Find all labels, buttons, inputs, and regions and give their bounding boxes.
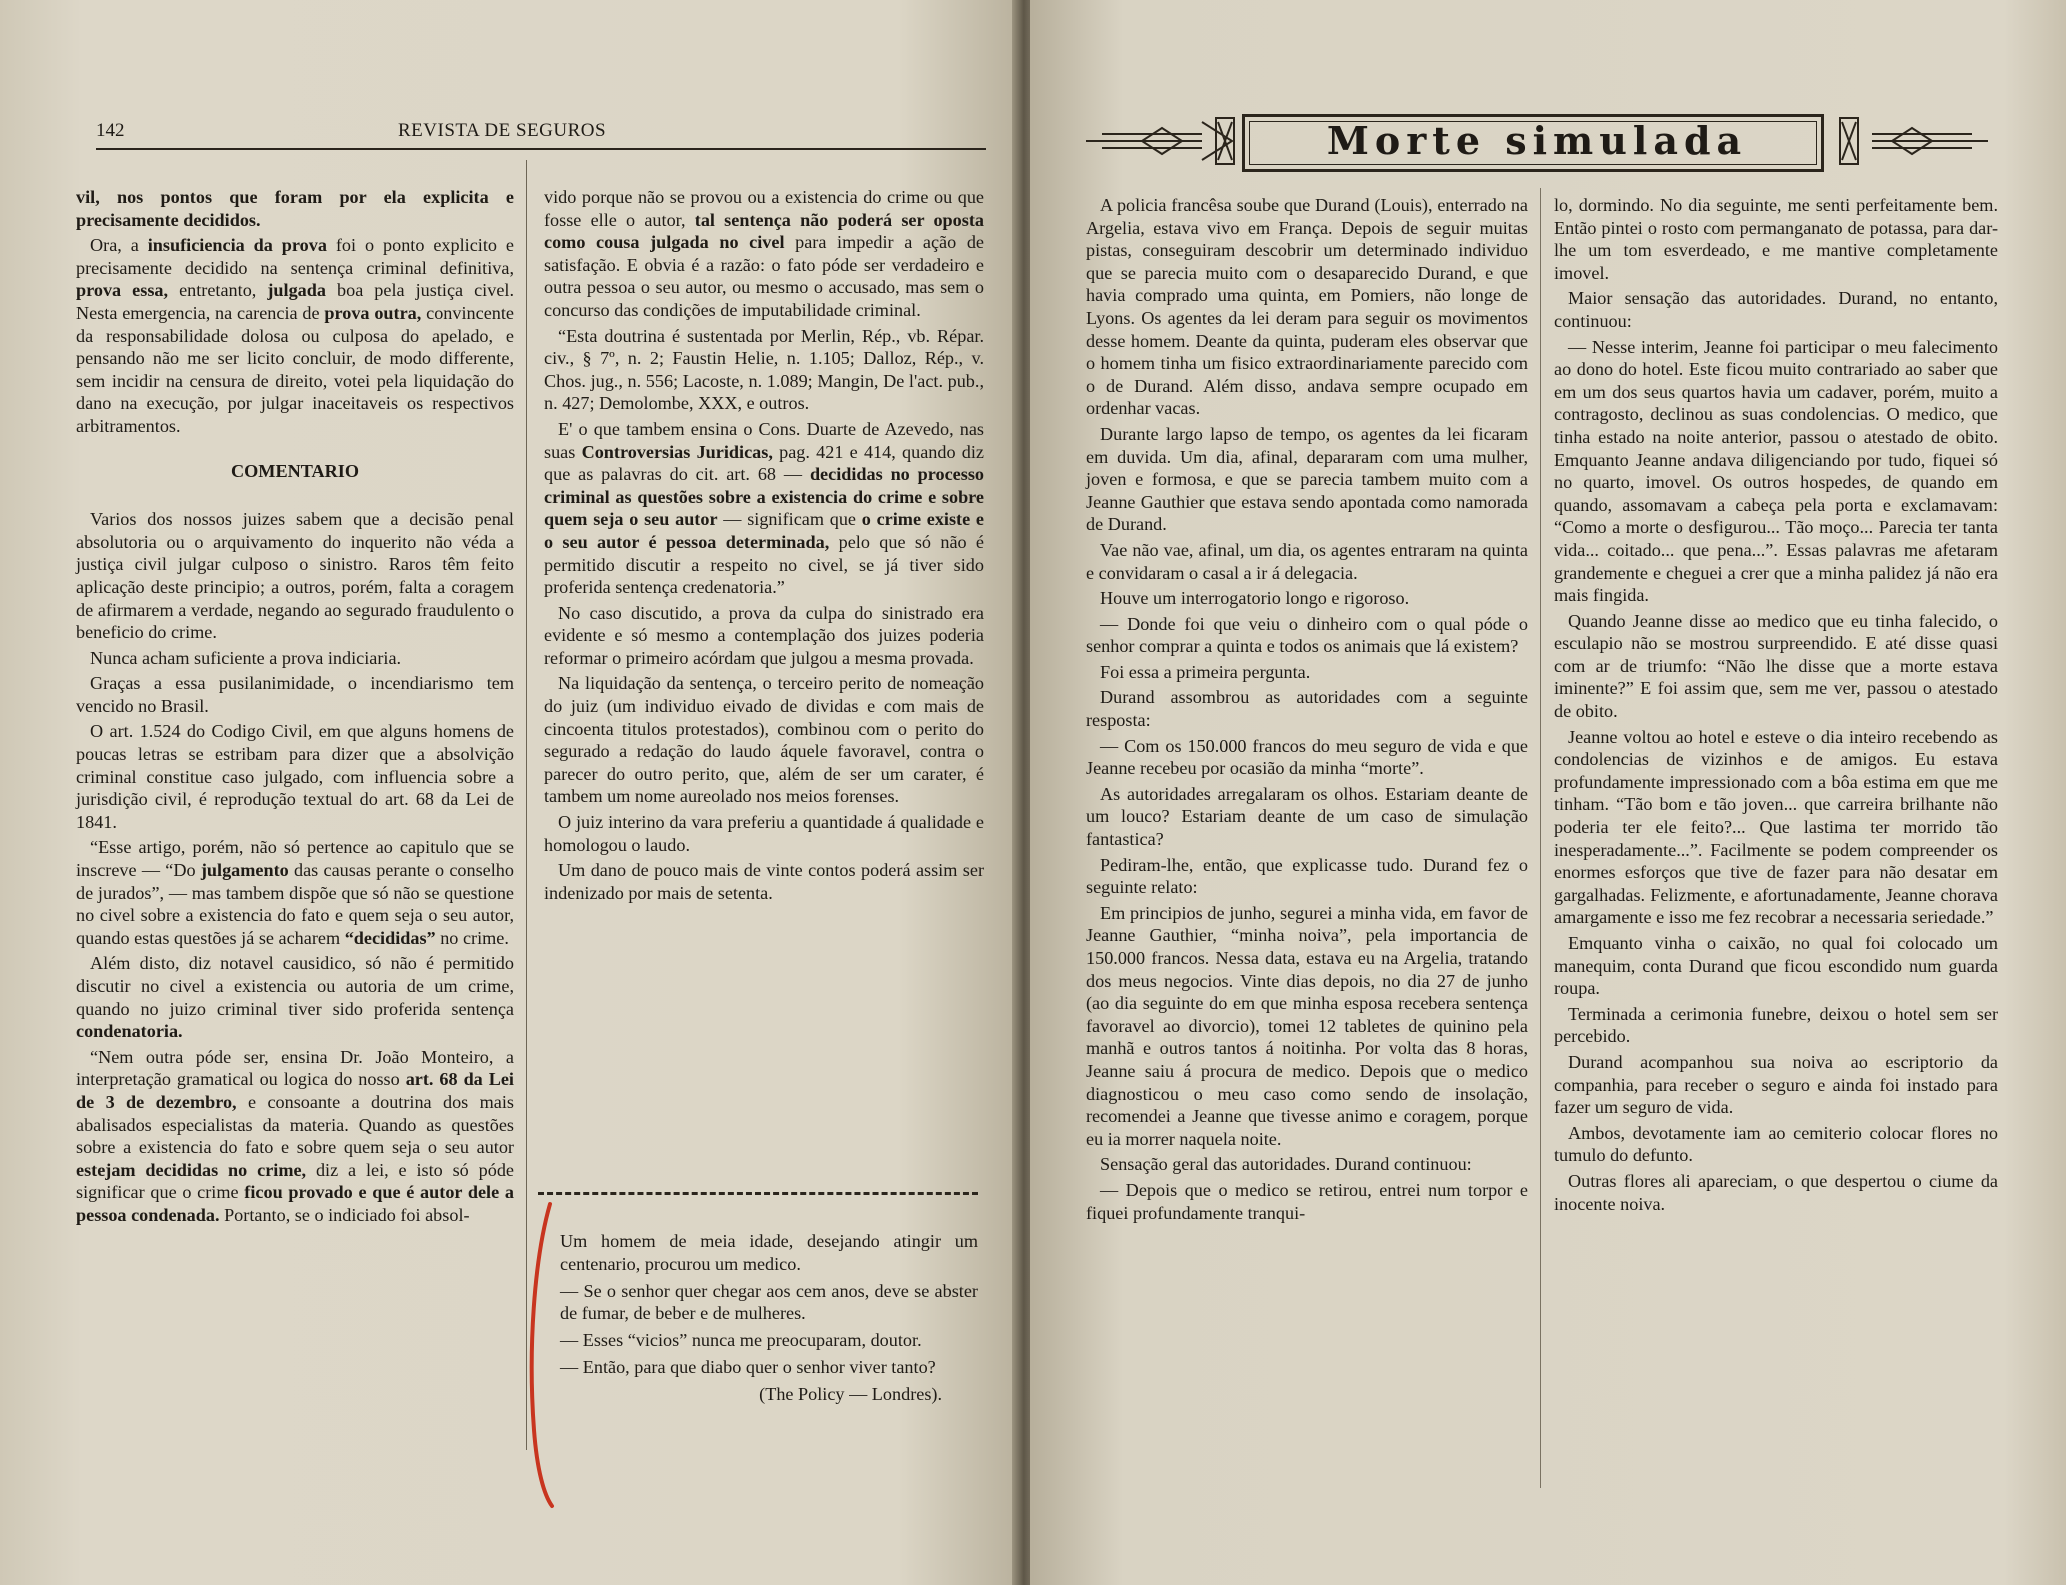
paragraph: — Esses “vicios” nunca me preocuparam, doutor. [560, 1330, 922, 1351]
left-column-1-comment-paragraphs [76, 508, 514, 1226]
right-column-1-paragraphs [1086, 194, 1528, 1224]
left-column-1-paragraphs [76, 186, 514, 438]
paragraph: “Nem outra póde ser, ensina Dr. João Monteiro, a interpretação gramatical ou logica do nosso art. 68 da Lei de 3 de dezembro, e consoante a doutrina dos mais abalisados especialistas da materia. Quando as questões sobre a existencia do fato e sobre quem seja o seu autor estejam decididas no crime, diz a lei, e isto só póde significar que o crime ficou provado e que é autor dele a pessoa condenada. Portanto, se o indiciado foi absol- [76, 1046, 514, 1225]
article-title-banner [1082, 108, 1992, 174]
anecdote-paragraphs [560, 1230, 978, 1379]
paragraph: — Então, para que diabo quer o senhor viver tanto? [560, 1356, 936, 1377]
paragraph: Durante largo lapso de tempo, os agentes da lei ficaram em duvida. Um dia, afinal, depararam com uma mulher, joven e formosa, e que se parecia tambem muito com a Jeanne Gauthier que estava sendo apontada como namorada de Durand. [1086, 423, 1528, 535]
left-column-2-paragraphs [544, 186, 984, 904]
right-column-1 [1086, 194, 1528, 1227]
paragraph: — Nesse interim, Jeanne foi participar o meu falecimento ao dono do hotel. Este ficou muito contrariado ao saber que em um dos seus quartos havia um cadaver, porém, muito a contragosto, declinou as suas condolencias. O medico, que tinha estado na noite anterior, passou o atestado de obito. Emquanto Jeanne andava diligenciando por tudo, fiquei só no quarto, imovel. Os outros hospedes, de quando em quando, assomavam a cabeça pela porta e exclamavam: “Como a morte o desfigurou... Tão moço... Parecia ter tanta vida... coitado... que pena...”. Essas palavras me afetaram grandemente e cheguei a crer que a minha palidez já não era mais fingida. [1554, 336, 1998, 606]
paragraph: Outras flores ali apareciam, o que despertou o ciume da inocente noiva. [1554, 1170, 1998, 1214]
paragraph: Durand acompanhou sua noiva ao escriptorio da companhia, para receber o seguro e ainda foi instado para fazer um seguro de vida. [1554, 1051, 1998, 1118]
paragraph: Houve um interrogatorio longo e rigoroso. [1100, 588, 1410, 609]
paragraph: Pediram-lhe, então, que explicasse tudo. Durand fez o seguinte relato: [1086, 854, 1528, 898]
paragraph: No caso discutido, a prova da culpa do sinistrado era evidente e só mesmo a contemplação dos juizes poderia reformar o primeiro acórdam que julgou a mesma provada. [544, 602, 984, 668]
paragraph: E' o que tambem ensina o Cons. Duarte de Azevedo, nas suas Controversias Juridicas, pag. 421 e 414, quando diz que as palavras do cit. art. 68 — decididas no processo criminal as questões sobre a existencia do crime e sobre quem seja o seu autor — significam que o crime existe e o seu autor é pessoa determinada, pelo que só não é permitido discutir a respeito no civel, se já tiver sido proferida sentença credenatoria.” [544, 418, 985, 598]
left-column-2 [544, 186, 984, 907]
running-header [96, 118, 986, 150]
paragraph: Varios dos nossos juizes sabem que a decisão penal absolutoria ou o arquivamento do inquerito não véda a justiça civil julgar culposo o sinistro. Raros têm feito aplicação deste principio; a outros, porém, falta a coragem de afirmarem a verdade, negando ao segurado fraudulento o beneficio do crime. [76, 509, 514, 643]
running-title: REVISTA DE SEGUROS [398, 120, 607, 141]
paragraph: Emquanto vinha o caixão, no qual foi colocado um manequim, conta Durand que ficou escondido num guarda roupa. [1554, 933, 1998, 999]
paragraph: O juiz interino da vara preferiu a quantidade á qualidade e homologou o laudo. [544, 812, 984, 855]
paragraph: Um homem de meia idade, desejando atingir um centenario, procurou um medico. [560, 1231, 978, 1274]
left-column-1 [76, 186, 514, 1230]
paragraph: Ora, a insuficiencia da prova foi o ponto explicito e precisamente decidido na sentença criminal definitiva, prova essa, entretanto, julgada boa pela justiça civel. Nesta emergencia, na carencia de prova outra, convincente da responsabilidade dolosa ou culposa do apelado, e pensando não me ser licito concluir, de modo differente, sem incidir na censura de direito, votei pela liquidação do dano na execução, por julgar inaceitaveis os respectivos arbitramentos. [76, 235, 515, 436]
paragraph: Vae não vae, afinal, um dia, os agentes entraram na quinta e convidaram o casal a ir á delegacia. [1086, 539, 1528, 583]
paragraph: — Depois que o medico se retirou, entrei num torpor e fiquei profundamente tranqui- [1086, 1179, 1528, 1223]
paragraph: Ambos, devotamente iam ao cemiterio colocar flores no tumulo do defunto. [1554, 1122, 1998, 1166]
left-page [0, 0, 1020, 1585]
paragraph: — Se o senhor quer chegar aos cem anos, deve se abster de fumar, de beber e de mulheres. [560, 1280, 978, 1324]
paragraph: Sensação geral das autoridades. Durand continuou: [1100, 1154, 1472, 1175]
page-number: 142 [96, 120, 125, 141]
paragraph: vil, nos pontos que foram por ela explicita e precisamente decididos. [76, 187, 514, 230]
paragraph: Além disto, diz notavel causidico, só não é permitido discutir no civel a existencia ou autoria de um crime, quando no juizo criminal tiver sido proferida sentença condenatoria. [76, 953, 514, 1042]
paragraph: Jeanne voltou ao hotel e esteve o dia inteiro recebendo as condolencias de vizinhos e de amigos. Eu estava profundamente impressionado com a bôa estima em que me tinham. “Tão bom e tão joven... que carreira brilhante não poderia ter ele feito?... Que lastima ter morrido tão inesperadamente...”. Facilmente se podem compreender os enormes esforços que tive de fazer para não desatar em gargalhadas. Felizmente, e afortunadamente, Jeanne chorava amargamente e isso me fez recobrar a necessaria seriedade.” [1554, 726, 1998, 928]
paragraph: A policia francêsa soube que Durand (Louis), enterrado na Argelia, estava vivo em França. Depois de seguir muitas pistas, conseguiram descobrir um determinado individuo que se parecia muito com o desaparecido Durand, e que havia comprado uma quinta, em Pomiers, não longe de Lyons. Os agentes da lei deram para seguir os movimentos desse homem. Deante da quinta, puderam eles observar que o homem tinha um fisico extraordinariamente parecido com o de Durand. Além disso, andava sempre ocupado em ordenhar vacas. [1086, 195, 1528, 419]
right-column-2-paragraphs [1554, 194, 1998, 1215]
red-pencil-mark [526, 1200, 556, 1510]
paragraph: “Esta doutrina é sustentada por Merlin, Rép., vb. Répar. civ., § 7º, n. 2; Faustin Helie, n. 1.105; Dalloz, Rép., v. Chos. jug., n. 556; Lacoste, n. 1.089; Mangin, De l'act. pub., n. 427; Demolombe, XXX, e outros. [544, 325, 984, 414]
article-title: Morte simulada [1326, 118, 1748, 163]
paragraph: Nunca acham suficiente a prova indiciaria. [90, 647, 402, 668]
paragraph: — Donde foi que veiu o dinheiro com o qual póde o senhor comprar a quinta e todos os animais que lá existem? [1086, 613, 1528, 657]
paragraph: “Esse artigo, porém, não só pertence ao capitulo que se inscreve — “Do julgamento das causas perante o conselho de jurados”, — mas tambem dispõe que só não se questione no civel sobre a existencia do fato e quem seja o seu autor, quando estas questões já se acharem “decididas” no crime. [76, 837, 514, 948]
paragraph: Durand assombrou as autoridades com a seguinte resposta: [1086, 687, 1528, 731]
paragraph: Graças a essa pusilanimidade, o incendiarismo tem vencido no Brasil. [76, 673, 514, 716]
paragraph: — Com os 150.000 francos do meu seguro de vida e que Jeanne recebeu por ocasião da minha “morte”. [1086, 735, 1528, 779]
paragraph: lo, dormindo. No dia seguinte, me senti perfeitamente bem. Então pintei o rosto com permanganato de potassa, para dar-lhe um tom esverdeado, e me mantive completamente imovel. [1554, 195, 1998, 283]
paragraph: Maior sensação das autoridades. Durand, no entanto, continuou: [1554, 288, 1998, 331]
right-column-rule [1540, 188, 1541, 1488]
paragraph: Na liquidação da sentença, o terceiro perito de nomeação do juiz (um individuo eivado de dividas e com mais de cincoenta titulos protestados), combinou com o perito do segurado a redação do laudo áquele favoravel, contra o parecer do outro perito, que, além de ser um carater, é tambem um nome aureolado nos meios forenses. [544, 673, 984, 807]
paragraph: Foi essa a primeira pergunta. [1100, 661, 1311, 682]
paragraph: vido porque não se provou ou a existencia do crime ou que fosse elle o autor, tal sentença não poderá ser oposta como cousa julgada no civel para impedir a ação de satisfação. E obvia é a razão: o fato póde ser verdadeiro e outra pessoa o seu autor, ou mesmo o accusado, mas sem o concurso das condições de imputabilidade criminal. [544, 187, 984, 320]
comment-heading: COMENTARIO [231, 460, 359, 481]
anecdote-source: (The Policy — Londres). [759, 1383, 942, 1404]
anecdote-text [560, 1230, 978, 1410]
paragraph: Em principios de junho, segurei a minha vida, em favor de Jeanne Gauthier, “minha noiva”, pela importancia de 150.000 francos. Nessa data, estava eu na Argelia, tratando dos meus negocios. Vinte dias depois, no dia 27 de junho (ao dia seguinte do em que minha esposa recebera sentença favoravel ao divorcio), tomei 12 tabletes de quinino pela manhã e outros tantos á noitinha. Por volta das 8 horas, Jeanne saiu á procura de medico. Depois que o medico diagnosticou o meu caso como sendo de insolação, recomendei a Jeanne que tivesse animo e coragem, porque eu ia morrer naquela noite. [1086, 902, 1528, 1149]
dashed-rule [538, 1192, 978, 1203]
paragraph: Quando Jeanne disse ao medico que eu tinha falecido, o esculapio não se mostrou surpreendido. E até disse quasi com ar de triumfo: “Não lhe disse que a morte estava iminente?” E foi assim que, sem me ver, passou o atestado de obito. [1554, 610, 1998, 722]
anecdote-box [538, 1192, 984, 1492]
paragraph: As autoridades arregalaram os olhos. Estariam deante de um louco? Estariam deante de um caso de simulação fantastica? [1086, 783, 1528, 850]
paragraph: Um dano de pouco mais de vinte contos poderá assim ser indenizado por mais de setenta. [544, 860, 984, 903]
right-column-2 [1554, 194, 1998, 1218]
paragraph: O art. 1.524 do Codigo Civil, em que alguns homens de poucas letras se estribam para dizer que a absolvição criminal constitue caso julgado, com influencia sobre a jurisdição civil, é reprodução textual do art. 68 da Lei de 1841. [76, 721, 514, 832]
paragraph: Terminada a cerimonia funebre, deixou o hotel sem ser percebido. [1554, 1003, 1998, 1047]
